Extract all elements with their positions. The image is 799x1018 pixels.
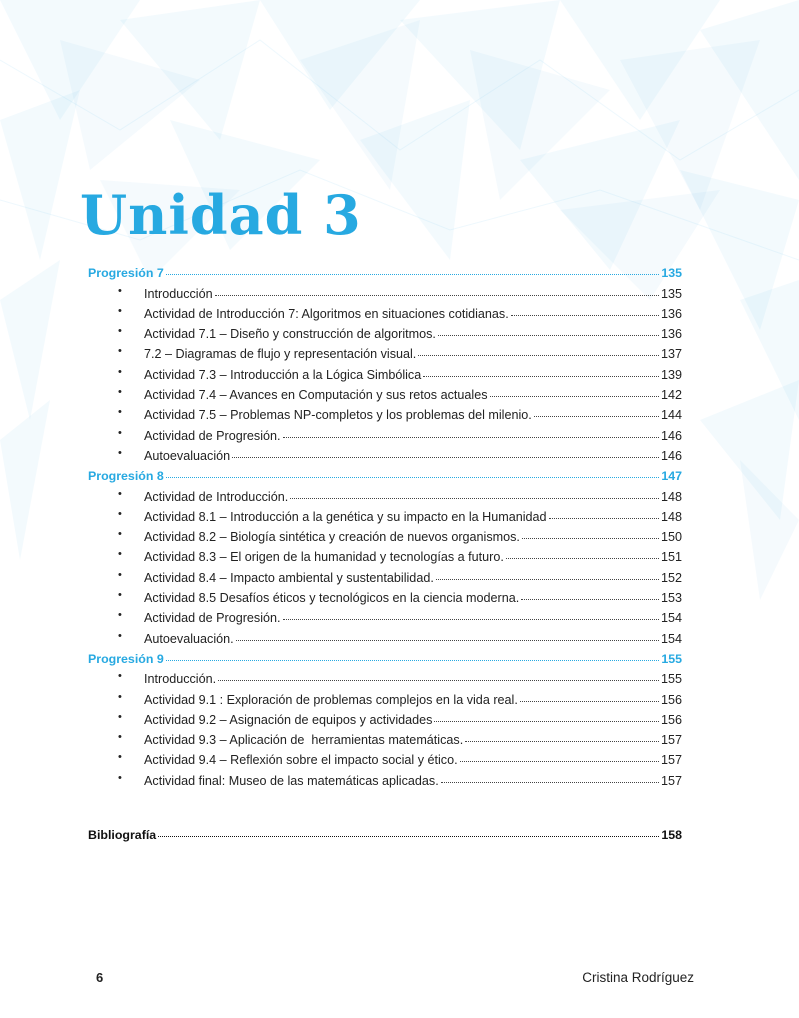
table-of-contents — [88, 260, 682, 842]
toc-item-label: Actividad 8.4 – Impacto ambiental y sustentabilidad. — [144, 570, 434, 585]
toc-item[interactable] — [88, 524, 682, 544]
toc-item-page: 136 — [660, 306, 682, 321]
dot-leader — [166, 477, 660, 478]
toc-item-label: Actividad 8.3 – El origen de la humanidad y tecnologías a futuro. — [144, 550, 504, 565]
toc-item-page: 154 — [660, 611, 682, 626]
bullet-icon: • — [118, 771, 122, 784]
dot-leader — [423, 376, 659, 377]
toc-item-page: 151 — [660, 550, 682, 565]
toc-bibliography-label: Bibliografía — [88, 828, 157, 843]
toc-section-page: 147 — [661, 469, 682, 484]
dot-leader — [441, 782, 659, 783]
bullet-icon: • — [118, 751, 122, 764]
toc-item-label: Autoevaluación — [144, 448, 231, 463]
bullet-icon: • — [118, 670, 122, 683]
toc-item[interactable] — [88, 707, 682, 727]
dot-leader — [490, 396, 659, 397]
toc-item-page: 152 — [660, 570, 682, 585]
toc-item-label: Actividad final: Museo de las matemáticas aplicadas. — [144, 773, 439, 788]
bullet-icon: • — [118, 304, 122, 317]
toc-item-page: 150 — [660, 530, 682, 545]
toc-item[interactable] — [88, 544, 682, 564]
toc-item-page: 144 — [660, 408, 682, 423]
toc-item-label: Actividad 9.2 – Asignación de equipos y actividades — [144, 712, 433, 727]
dot-leader — [290, 498, 659, 499]
page-title: Unidad 3 — [80, 183, 362, 247]
bullet-icon: • — [118, 629, 122, 642]
toc-item[interactable] — [88, 504, 682, 524]
toc-item-page: 137 — [660, 347, 682, 362]
toc-item[interactable] — [88, 666, 682, 686]
toc-item[interactable] — [88, 402, 682, 422]
toc-section-label: Progresión 9 — [88, 651, 164, 666]
toc-item-label: 7.2 – Diagramas de flujo y representación visual. — [144, 347, 417, 362]
bullet-icon: • — [118, 284, 122, 297]
toc-item-label: Actividad 9.1 : Exploración de problemas complejos en la vida real. — [144, 692, 518, 707]
toc-item-label: Introducción — [144, 286, 213, 301]
dot-leader — [511, 315, 659, 316]
toc-item-page: 157 — [660, 753, 682, 768]
dot-leader — [283, 619, 659, 620]
toc-item-label: Actividad 7.4 – Avances en Computación y sus retos actuales — [144, 388, 488, 403]
bullet-icon: • — [118, 325, 122, 338]
toc-section-label: Progresión 7 — [88, 266, 164, 281]
toc-item[interactable] — [88, 321, 682, 341]
toc-item[interactable] — [88, 727, 682, 747]
toc-item-page: 146 — [660, 428, 682, 443]
toc-bibliography[interactable] — [88, 822, 682, 842]
toc-item-label: Introducción. — [144, 672, 217, 687]
toc-item-label: Actividad 8.1 – Introducción a la genética y su impacto en la Humanidad — [144, 509, 547, 524]
toc-item-page: 146 — [660, 448, 682, 463]
dot-leader — [166, 660, 660, 661]
bullet-icon: • — [118, 507, 122, 520]
dot-leader — [549, 518, 659, 519]
toc-item[interactable] — [88, 341, 682, 361]
footer-page-number: 6 — [96, 970, 104, 985]
footer-author: Cristina Rodríguez — [582, 970, 694, 985]
toc-item-label: Actividad 7.1 – Diseño y construcción de algoritmos. — [144, 327, 436, 342]
toc-item-page: 157 — [660, 733, 682, 748]
toc-item-label: Actividad de Introducción 7: Algoritmos en situaciones cotidianas. — [144, 306, 509, 321]
toc-item[interactable] — [88, 564, 682, 584]
dot-leader — [460, 761, 659, 762]
toc-item-label: Autoevaluación. — [144, 631, 234, 646]
dot-leader — [418, 355, 659, 356]
toc-item-label: Actividad 7.3 – Introducción a la Lógica Simbólica — [144, 367, 422, 382]
toc-item[interactable] — [88, 382, 682, 402]
dot-leader — [232, 457, 659, 458]
toc-item-page: 157 — [660, 773, 682, 788]
toc-item-label: Actividad 8.2 – Biología sintética y creación de nuevos organismos. — [144, 530, 520, 545]
dot-leader — [465, 741, 659, 742]
dot-leader — [218, 680, 659, 681]
dot-leader — [534, 416, 659, 417]
toc-section-progresion-8[interactable] — [88, 463, 682, 483]
toc-item-label: Actividad 7.5 – Problemas NP-completos y los problemas del milenio. — [144, 408, 532, 423]
toc-item-label: Actividad 9.3 – Aplicación de herramientas matemáticas. — [144, 733, 464, 748]
toc-section-label: Progresión 8 — [88, 469, 164, 484]
toc-item[interactable] — [88, 767, 682, 787]
dot-leader — [438, 335, 659, 336]
toc-item-label: Actividad de Introducción. — [144, 489, 289, 504]
bullet-icon: • — [118, 609, 122, 622]
dot-leader — [436, 579, 659, 580]
toc-item-page: 148 — [660, 489, 682, 504]
toc-item-page: 135 — [660, 286, 682, 301]
toc-item[interactable] — [88, 443, 682, 463]
bullet-icon: • — [118, 589, 122, 602]
toc-item[interactable] — [88, 625, 682, 645]
toc-item[interactable] — [88, 361, 682, 381]
dot-leader — [522, 538, 659, 539]
bullet-icon: • — [118, 528, 122, 541]
toc-section-progresion-9[interactable] — [88, 646, 682, 666]
dot-leader — [434, 721, 659, 722]
dot-leader — [521, 599, 659, 600]
toc-item-page: 155 — [660, 672, 682, 687]
toc-item[interactable] — [88, 605, 682, 625]
toc-item-label: Actividad de Progresión. — [144, 428, 281, 443]
toc-item-label: Actividad de Progresión. — [144, 611, 281, 626]
dot-leader — [236, 640, 659, 641]
toc-item-page: 142 — [660, 388, 682, 403]
toc-item-label: Actividad 8.5 Desafíos éticos y tecnológicos en la ciencia moderna. — [144, 591, 520, 606]
bullet-icon: • — [118, 710, 122, 723]
bullet-icon: • — [118, 406, 122, 419]
bullet-icon: • — [118, 487, 122, 500]
dot-leader — [283, 437, 659, 438]
bullet-icon: • — [118, 731, 122, 744]
toc-bibliography-page: 158 — [661, 828, 682, 843]
bullet-icon: • — [118, 568, 122, 581]
toc-item[interactable] — [88, 422, 682, 442]
dot-leader — [158, 836, 659, 837]
bullet-icon: • — [118, 690, 122, 703]
toc-item-page: 139 — [660, 367, 682, 382]
dot-leader — [166, 274, 660, 275]
toc-item-page: 154 — [660, 631, 682, 646]
toc-section-page: 135 — [661, 266, 682, 281]
bullet-icon: • — [118, 548, 122, 561]
toc-item[interactable] — [88, 747, 682, 767]
toc-item-page: 156 — [660, 712, 682, 727]
bullet-icon: • — [118, 345, 122, 358]
dot-leader — [506, 558, 659, 559]
toc-item[interactable] — [88, 686, 682, 706]
bullet-icon: • — [118, 446, 122, 459]
dot-leader — [520, 701, 659, 702]
toc-item[interactable] — [88, 280, 682, 300]
toc-section-progresion-7[interactable] — [88, 260, 682, 280]
bullet-icon: • — [118, 365, 122, 378]
bullet-icon: • — [118, 386, 122, 399]
toc-item-page: 136 — [660, 327, 682, 342]
toc-item-label: Actividad 9.4 – Reflexión sobre el impacto social y ético. — [144, 753, 458, 768]
toc-item[interactable] — [88, 483, 682, 503]
dot-leader — [215, 295, 659, 296]
toc-item-page: 148 — [660, 509, 682, 524]
bullet-icon: • — [118, 426, 122, 439]
toc-item-page: 156 — [660, 692, 682, 707]
toc-section-page: 155 — [661, 651, 682, 666]
toc-item-page: 153 — [660, 591, 682, 606]
toc-item[interactable] — [88, 301, 682, 321]
toc-item[interactable] — [88, 585, 682, 605]
